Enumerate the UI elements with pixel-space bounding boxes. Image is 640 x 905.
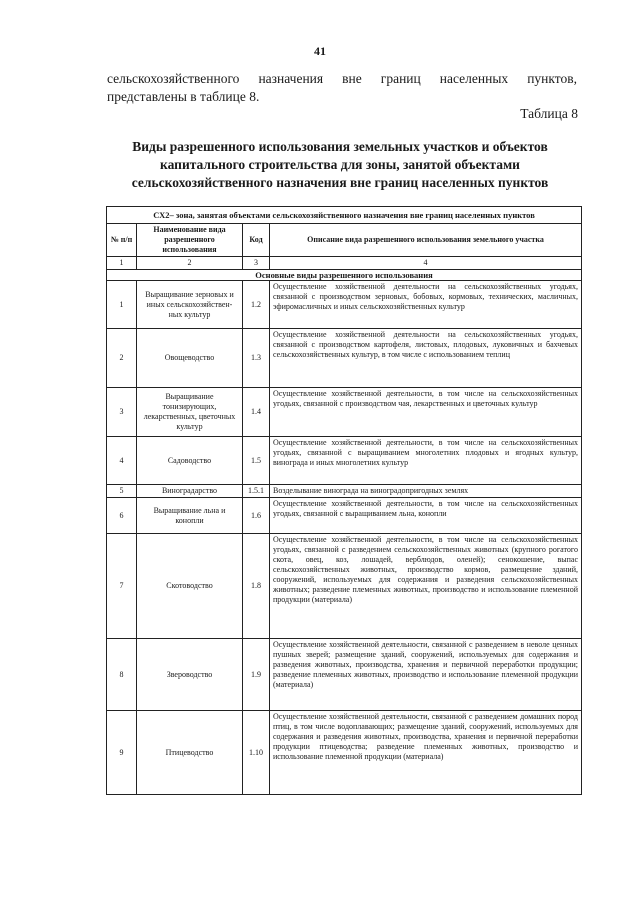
row-use-name: Звероводство (137, 639, 243, 711)
row-number: 8 (107, 639, 137, 711)
row-use-name: Садоводство (137, 437, 243, 485)
row-code: 1.10 (243, 711, 270, 795)
table-row (107, 329, 582, 388)
row-number: 9 (107, 711, 137, 795)
row-code: 1.8 (243, 534, 270, 639)
table-row (107, 485, 582, 498)
row-description: Возделывание винограда на виноградопригодных землях (270, 485, 582, 498)
row-number: 2 (107, 329, 137, 388)
row-number: 1 (107, 281, 137, 329)
row-number: 3 (107, 388, 137, 437)
row-number: 7 (107, 534, 137, 639)
intro-text: сельскохозяйственного назначения вне границ населенных пунктов, представлены в таблице 8. (107, 71, 577, 104)
row-code: 1.6 (243, 498, 270, 534)
row-code: 1.3 (243, 329, 270, 388)
row-use-name: Птицеводство (137, 711, 243, 795)
row-code: 1.5.1 (243, 485, 270, 498)
row-description: Осуществление хозяйственной деятельности, в том числе на сельскохозяйственных угодьях, связанной с производством чая, лекарственных и цветочных культур (270, 388, 582, 437)
col-header-num: № п/п (107, 224, 137, 257)
row-code: 1.2 (243, 281, 270, 329)
table-row (107, 437, 582, 485)
row-code: 1.5 (243, 437, 270, 485)
page-number: 41 (314, 44, 326, 58)
col-header-desc: Описание вида разрешенного использования земельного участка (270, 224, 582, 257)
col-header-code: Код (243, 224, 270, 257)
table-row (107, 498, 582, 534)
col-number: 3 (243, 257, 270, 270)
col-number: 1 (107, 257, 137, 270)
row-number: 4 (107, 437, 137, 485)
table-row (107, 639, 582, 711)
row-description: Осуществление хозяйственной деятельности, в том числе на сельскохозяйственных угодьях, связанной с выращиванием льна, конопли (270, 498, 582, 534)
table-row (107, 711, 582, 795)
row-use-name: Овощеводство (137, 329, 243, 388)
row-description: Осуществление хозяйственной деятельности, связанной с разведением домашних пород птиц, в том числе водоплавающих; размещение зданий, сооружений, используемых для содержания и разведения животных, производства, хранения и первичной переработки продукции птицеводства; разведение племенных животных, производство и использование племенной продукции (материала) (270, 711, 582, 795)
table-row (107, 281, 582, 329)
row-number: 6 (107, 498, 137, 534)
row-description: Осуществление хозяйственной деятельности на сельскохозяйственных угодьях, связанной с производством зерновых, бобовых, кормовых, технических, масличных, эфиромасличных и иных сельскохозяйственных культур (270, 281, 582, 329)
row-use-name: Скотоводство (137, 534, 243, 639)
row-description: Осуществление хозяйственной деятельности на сельскохозяйственных угодьях, связанной с производством картофеля, листовых, плодовых, луковичных и бахчевых сельскохозяйственных культур, в том числе с использованием теплиц (270, 329, 582, 388)
section-title: Основные виды разрешенного использования (107, 270, 582, 281)
table-label: Таблица 8 (520, 106, 578, 121)
row-description: Осуществление хозяйственной деятельности, в том числе на сельскохозяйственных угодьях, связанной с выращиванием многолетних плодовых и ягодных культур, винограда и иных многолетних культур (270, 437, 582, 485)
row-use-name: Выращивание тонизирующих, лекарственных, цветочных культур (137, 388, 243, 437)
row-description: Осуществление хозяйственной деятельности, в том числе на сельскохозяйственных угодьях, связанной с разведением сельскохозяйственных животных (крупного рогатого скота, овец, коз, лошадей, верблюдов, оленей); сенокошение, выпас сельскохозяйственных животных, производство кормов, размещение зданий, сооружений, используемых для содержания и разведения сельскохозяйственных животных; разведение племенных животных, производство и использование племенной продукции (материала) (270, 534, 582, 639)
row-use-name: Виноградарство (137, 485, 243, 498)
zone-header: СХ2– зона, занятая объектами сельскохозяйственного назначения вне границ населенных пунктов (107, 207, 582, 224)
row-number: 5 (107, 485, 137, 498)
row-code: 1.4 (243, 388, 270, 437)
table-row (107, 534, 582, 639)
row-code: 1.9 (243, 639, 270, 711)
land-use-table (106, 206, 582, 795)
col-number: 4 (270, 257, 582, 270)
table-row (107, 388, 582, 437)
row-use-name: Выращивание зерновых и иных сельскохозяйствен-ных культур (137, 281, 243, 329)
row-use-name: Выращивание льна и конопли (137, 498, 243, 534)
col-number: 2 (137, 257, 243, 270)
row-description: Осуществление хозяйственной деятельности, связанной с разведением в неволе ценных пушных зверей; размещение зданий, сооружений, используемых для содержания и разведения животных, производства, хранения и первичной переработки продукции; разведение племенных животных, производство и использование племенной продукции (материала) (270, 639, 582, 711)
col-header-name: Наименование вида разрешенного использования (137, 224, 243, 257)
document-title: Виды разрешенного использования земельных участков и объектов капитального строительства для зоны, занятой объектами сельскохозяйственного назначения вне границ населенных пунктов (131, 139, 549, 190)
